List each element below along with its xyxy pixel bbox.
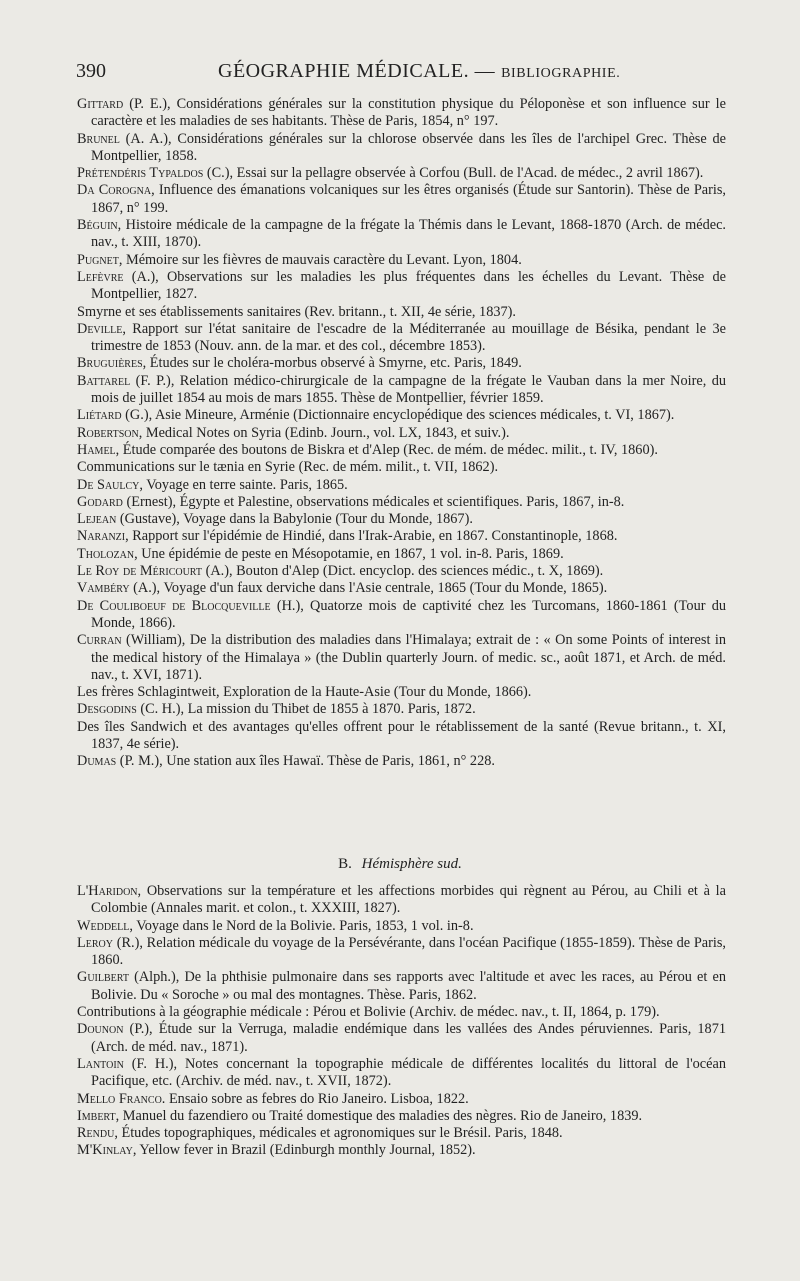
entry-author: Godard [77, 493, 123, 510]
entry-author: Bruguières [77, 355, 143, 372]
entry-text: Les frères Schlagintweit, Exploration de la Haute-Asie (Tour du Monde, 1866). [77, 684, 532, 701]
section-title: Hémisphère sud. [361, 856, 462, 872]
entry-text: (P. M.), Une station aux îles Hawaï. Thèse de Paris, 1861, n° 228. [116, 753, 495, 770]
bibliography-entry [77, 1142, 726, 1159]
bibliography-entry [77, 1004, 726, 1021]
bibliography-entry [77, 1056, 726, 1091]
entry-text: Contributions à la géographie médicale : Pérou et Bolivie (Archiv. de médec. nav., t. II, 1864, p. 179). [77, 1004, 660, 1021]
entry-text: (R.), Relation médicale du voyage de la Persévérante, dans l'océan Pacifique (1855-1859). Thèse de Paris, 1860. [91, 934, 726, 969]
entry-text: , Voyage en terre sainte. Paris, 1865. [139, 476, 348, 493]
entry-text: Communications sur le tænia en Syrie (Rec. de mém. milit., t. VII, 1862). [77, 459, 499, 476]
entry-author: Le Roy de Méricourt [77, 563, 202, 580]
entry-author: Gittard [77, 96, 124, 112]
entry-text: (P.), Étude sur la Verruga, maladie endémique dans les vallées des Andes péruviennes. Paris, 1871 (Arch. de méd. nav., 1871). [91, 1021, 726, 1055]
entry-text: (A.), Voyage d'un faux derviche dans l'Asie centrale, 1865 (Tour du Monde, 1865). [129, 580, 608, 597]
entry-text: , Étude comparée des boutons de Biskra et d'Alep (Rec. de mém. de médec. milit., t. IV, 1860). [115, 441, 658, 458]
entry-author: Pugnet [77, 251, 119, 268]
entry-author: L'Haridon [77, 883, 138, 899]
bibliography-entry [77, 269, 726, 304]
bibliography-entry [77, 918, 726, 935]
entry-author: Lefèvre [77, 268, 124, 285]
entry-text: , Influence des émanations volcaniques sur les êtres organisés (Étude sur Santorin). Thèse de Paris, 1867, n° 199. [91, 182, 726, 216]
bibliography-entry [77, 373, 726, 408]
entry-author: Tholozan [77, 545, 135, 562]
entry-text: , Une épidémie de peste en Mésopotamie, en 1867, 1 vol. in-8. Paris, 1869. [134, 545, 564, 562]
entry-author: Desgodins [77, 701, 137, 718]
page-header [76, 60, 726, 90]
bibliography-entry [77, 425, 726, 442]
entry-author: Curran [77, 632, 122, 649]
entry-author: Mello Franco [77, 1090, 162, 1107]
entry-text: (G.), Asie Mineure, Arménie (Dictionnaire encyclopédique des sciences médicales, t. VI, 1867). [121, 407, 675, 424]
entry-text: (A. A.), Considérations générales sur la chlorose observée dans les îles de l'archipel Grec. Thèse de Montpellier, 1858. [91, 130, 726, 164]
entry-author: Imbert [77, 1107, 116, 1124]
bibliography-entry [77, 494, 726, 511]
bibliography-entry [77, 935, 726, 970]
bibliography-entry [77, 511, 726, 528]
bibliography-entry [77, 632, 726, 684]
bibliography-entry [77, 182, 726, 217]
bibliography-entry [77, 1091, 726, 1108]
entry-text: , Yellow fever in Brazil (Edinburgh monthly Journal, 1852). [132, 1142, 476, 1159]
bibliography-list-north [77, 96, 726, 771]
bibliography-entry [77, 131, 726, 166]
entry-text: (A.), Bouton d'Alep (Dict. encyclop. des sciences médic., t. X, 1869). [202, 563, 604, 580]
entry-text: , Rapport sur l'état sanitaire de l'escadre de la Méditerranée au mouillage de Bésika, pendant le 3e trimestre de 1853 (Nouv. ann. de la mar. et des col., décembre 1853). [91, 320, 726, 355]
bibliography-entry [77, 304, 726, 321]
bibliography-entry [77, 96, 726, 131]
entry-text: (Gustave), Voyage dans la Babylonie (Tour du Monde, 1867). [116, 511, 473, 528]
entry-text: , Histoire médicale de la campagne de la frégate la Thémis dans le Levant, 1868-1870 (Arch. de médec. nav., t. XIII, 1870). [91, 217, 726, 251]
entry-text: (Alph.), De la phthisie pulmonaire dans ses rapports avec l'altitude et avec les races, au Pérou et en Bolivie. Du « Soroche » ou mal des montagnes. Thèse. Paris, 1862. [91, 969, 726, 1003]
running-title: GÉOGRAPHIE MÉDICALE. — [218, 60, 496, 82]
entry-author: Béguin [77, 217, 118, 234]
entry-author: Lejean [77, 511, 117, 528]
entry-text: (F. P.), Relation médico-chirurgicale de la campagne de la frégate le Vauban dans la mer Noire, du mois de juillet 1854 au mois de mars 1855. Thèse de Montpellier, février 1859. [91, 372, 726, 407]
entry-author: Guilbert [77, 969, 129, 986]
entry-author: Weddell [77, 917, 130, 934]
entry-text: (Ernest), Égypte et Palestine, observations médicales et scientifiques. Paris, 1867, in-8. [122, 493, 625, 510]
bibliography-list-south [77, 883, 726, 1160]
bibliography-entry [77, 528, 726, 545]
entry-author: Battarel [77, 372, 131, 389]
entry-author: Liétard [77, 407, 122, 424]
entry-text: Smyrne et ses établissements sanitaires (Rev. britann., t. XII, 4e série, 1837). [77, 303, 516, 320]
bibliography-entry [77, 252, 726, 269]
bibliography-entry [77, 321, 726, 356]
entry-text: , Observations sur la température et les affections morbides qui règnent au Pérou, au Chili et à la Colombie (Annales marit. et colon., t. XXXIII, 1827). [91, 883, 726, 917]
entry-text: , Études sur le choléra-morbus observé à Smyrne, etc. Paris, 1849. [142, 355, 522, 372]
section-heading [0, 856, 800, 873]
entry-text: , Études topographiques, médicales et agronomiques sur le Brésil. Paris, 1848. [114, 1125, 563, 1142]
bibliography-entry [77, 883, 726, 918]
entry-text: , Rapport sur l'épidémie de Hindié, dans l'Irak-Arabie, en 1867. Constantinople, 1868. [125, 528, 618, 545]
bibliography-entry [77, 701, 726, 718]
entry-text: (C.), Essai sur la pellagre observée à Corfou (Bull. de l'Acad. de médec., 2 avril 1867). [203, 165, 704, 182]
entry-author: Dumas [77, 753, 117, 770]
entry-author: Robertson [77, 424, 139, 441]
entry-author: M'Kinlay [77, 1142, 133, 1159]
bibliography-entry [77, 598, 726, 633]
bibliography-entry [77, 546, 726, 563]
entry-text: (C. H.), La mission du Thibet de 1855 à 1870. Paris, 1872. [136, 701, 476, 718]
entry-author: De Couliboeuf de Blocqueville [77, 597, 271, 614]
bibliography-entry [77, 459, 726, 476]
entry-text: , Voyage dans le Nord de la Bolivie. Paris, 1853, 1 vol. in-8. [129, 917, 474, 934]
entry-text: , Mémoire sur les fièvres de mauvais caractère du Levant. Lyon, 1804. [118, 251, 522, 268]
bibliography-entry [77, 684, 726, 701]
section-letter: B. [338, 856, 352, 872]
entry-author: De Saulcy [77, 476, 140, 493]
entry-author: Brunel [77, 130, 120, 147]
entry-author: Dounon [77, 1021, 124, 1038]
entry-author: Hamel [77, 441, 116, 458]
bibliography-entry [77, 355, 726, 372]
bibliography-entry [77, 407, 726, 424]
bibliography-entry [77, 753, 726, 770]
bibliography-entry [77, 580, 726, 597]
entry-author: Rendu [77, 1125, 115, 1142]
page-number: 390 [76, 60, 106, 82]
bibliography-entry [77, 969, 726, 1004]
bibliography-entry [77, 442, 726, 459]
bibliography-entry [77, 165, 726, 182]
entry-author: Naranzi [77, 528, 126, 545]
entry-author: Da Corogna [77, 182, 152, 199]
entry-text: (William), De la distribution des maladies dans l'Himalaya; extrait de : « On some Points of interest in the medical history of the Himalaya » (the Dublin quarterly Journ. of medic. sc., août 1871, et Arch. de méd. nav., t. XVI, 1871). [91, 632, 726, 683]
bibliography-entry [77, 563, 726, 580]
entry-text: (P. E.), Considérations générales sur la constitution physique du Péloponèse et son influence sur le caractère et les maladies de ses habitants. Thèse de Paris, 1854, n° 197. [91, 96, 726, 130]
entry-text: . Ensaio sobre as febres do Rio Janeiro. Lisboa, 1822. [161, 1090, 469, 1107]
entry-author: Prétendéris Typaldos [77, 165, 204, 182]
entry-author: Deville [77, 320, 123, 337]
running-subtitle: BIBLIOGRAPHIE. [501, 66, 621, 81]
bibliography-entry [77, 1021, 726, 1056]
entry-text: , Medical Notes on Syria (Edinb. Journ., vol. LX, 1843, et suiv.). [138, 424, 510, 441]
entry-author: Leroy [77, 934, 113, 951]
bibliography-entry [77, 1108, 726, 1125]
bibliography-entry [77, 217, 726, 252]
entry-text: (A.), Observations sur les maladies les plus fréquentes dans les échelles du Levant. Thèse de Montpellier, 1827. [91, 268, 726, 303]
bibliography-entry [77, 477, 726, 494]
entry-author: Vambéry [77, 580, 130, 597]
entry-text: Des îles Sandwich et des avantages qu'elles offrent pour le rétablissement de la santé (Revue britann., t. XI, 1837, 4e série). [77, 718, 726, 752]
bibliography-entry [77, 1125, 726, 1142]
entry-text: (H.), Quatorze mois de captivité chez les Turcomans, 1860-1861 (Tour du Monde, 1866). [91, 597, 726, 631]
entry-text: , Manuel du fazendiero ou Traité domestique des maladies des nègres. Rio de Janeiro, 1839. [115, 1107, 643, 1124]
bibliography-entry [77, 719, 726, 754]
entry-text: (F. H.), Notes concernant la topographie médicale de différentes localités du littoral de l'océan Pacifique, etc. (Archiv. de méd. nav., t. XVII, 1872). [91, 1055, 726, 1090]
entry-author: Lantoin [77, 1055, 124, 1072]
